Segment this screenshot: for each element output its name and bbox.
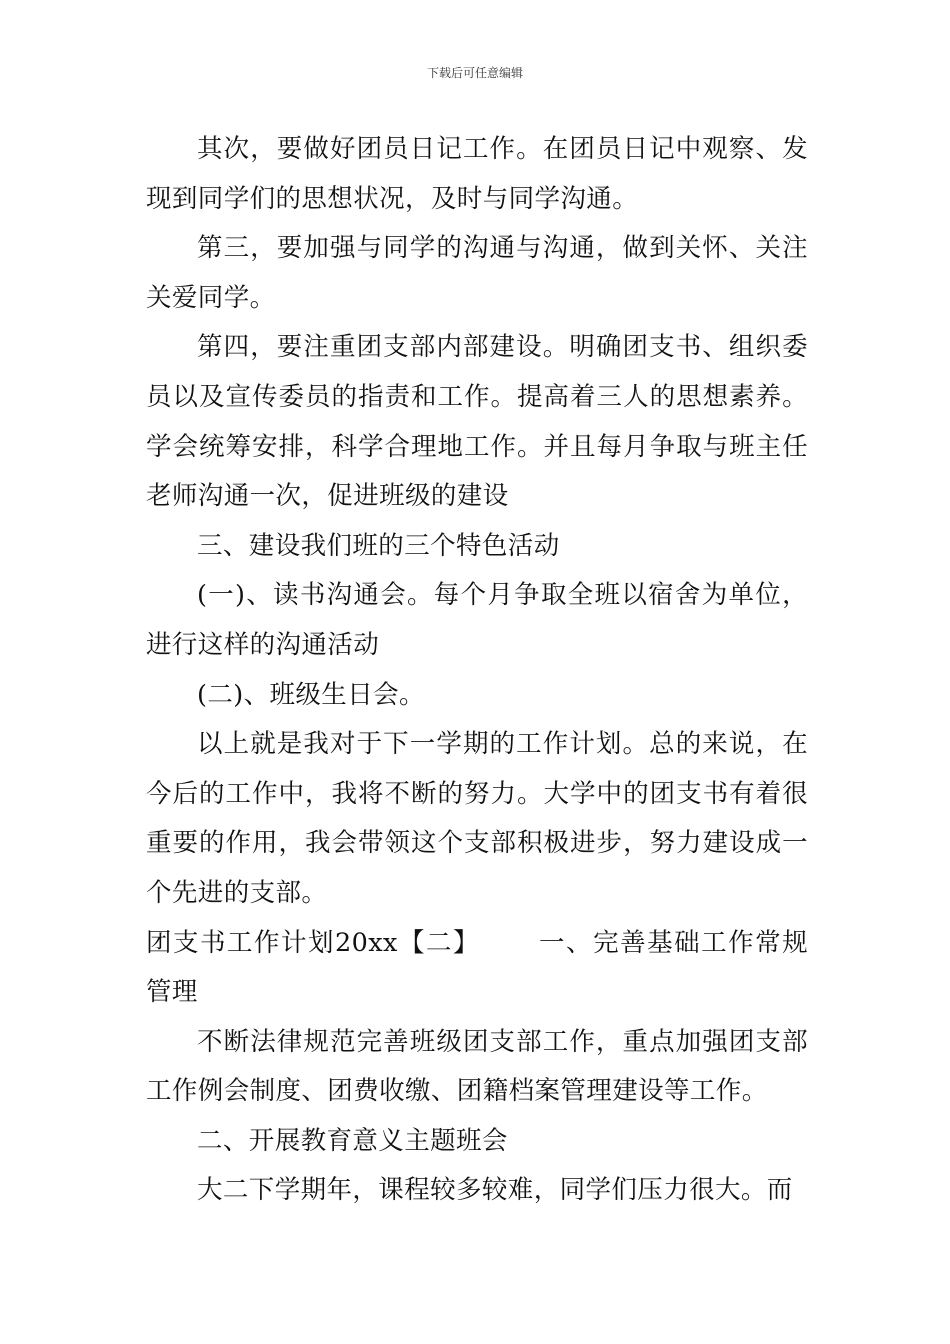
page-header-note: 下载后可任意编辑 bbox=[426, 66, 523, 80]
section-heading bbox=[146, 919, 808, 1018]
paragraph-communication: 第三，要加强与同学的沟通与沟通，做到关怀、关注关爱同学。 bbox=[146, 233, 808, 313]
section-first-item: 一、完善基础工作常规管理 bbox=[146, 927, 808, 1008]
paragraph-three-activities-heading: 三、建设我们班的三个特色活动 bbox=[197, 530, 560, 561]
paragraph-summary: 以上就是我对于下一学期的工作计划。总的来说，在今后的工作中，我将不断的努力。大学中的团支书有着很重要的作用，我会带领这个支部积极进步，努力建设成一个先进的支部。 bbox=[146, 729, 808, 908]
paragraph-standardize-work: 不断法律规范完善班级团支部工作，重点加强团支部工作例会制度、团费收缴、团籍档案管理建设等工作。 bbox=[146, 1026, 808, 1107]
paragraph-birthday-party: (二)、班级生日会。 bbox=[197, 679, 425, 710]
paragraph-diary-work: 其次，要做好团员日记工作。在团员日记中观察、发现到同学们的思想状况，及时与同学沟通。 bbox=[146, 134, 808, 214]
paragraph-semester-pressure: 大二下学期年，课程较多较难，同学们压力很大。而 bbox=[197, 1175, 793, 1206]
document-body bbox=[146, 125, 808, 1216]
section-title: 团支书工作计划20xx【二】 bbox=[146, 927, 480, 958]
paragraph-reading-meeting: (一)、读书沟通会。每个月争取全班以宿舍为单位，进行这样的沟通活动 bbox=[146, 580, 808, 660]
paragraph-theme-meeting-heading: 二、开展教育意义主题班会 bbox=[197, 1125, 508, 1156]
paragraph-internal-building: 第四，要注重团支部内部建设。明确团支书、组织委员以及宣传委员的指责和工作。提高着三人的思想素养。学会统筹安排，科学合理地工作。并且每月争取与班主任老师沟通一次，促进班级的建设 bbox=[146, 332, 808, 512]
